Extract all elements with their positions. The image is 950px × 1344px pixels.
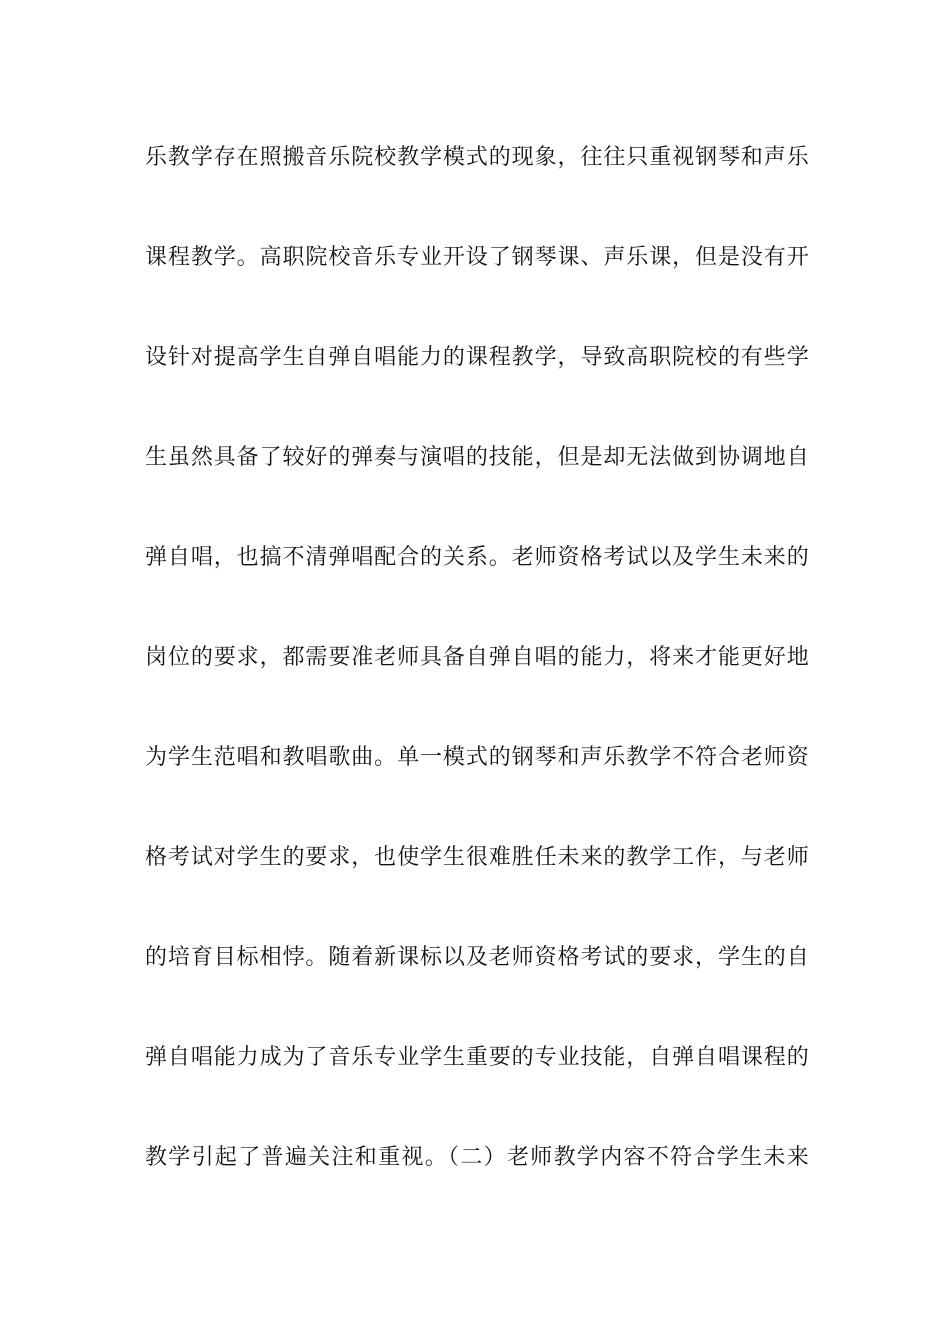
text-line: 岗位的要求，都需要准老师具备自弹自唱的能力，将来才能更好地 [145,645,809,670]
text-line: 格考试对学生的要求，也使学生很难胜任未来的教学工作，与老师 [145,845,809,870]
text-line: 生虽然具备了较好的弹奏与演唱的技能，但是却无法做到协调地自 [145,445,809,470]
text-line: 的培育目标相悖。随着新课标以及老师资格考试的要求，学生的自 [145,945,809,970]
text-line: 设针对提高学生自弹自唱能力的课程教学，导致高职院校的有些学 [145,345,809,370]
text-line: 教学引起了普遍关注和重视。（二）老师教学内容不符合学生未来 [145,1145,809,1170]
text-line: 课程教学。高职院校音乐专业开设了钢琴课、声乐课，但是没有开 [145,245,809,270]
text-line: 乐教学存在照搬音乐院校教学模式的现象，往往只重视钢琴和声乐 [145,145,809,170]
text-line: 为学生范唱和教唱歌曲。单一模式的钢琴和声乐教学不符合老师资 [145,745,809,770]
text-line: 弹自唱，也搞不清弹唱配合的关系。老师资格考试以及学生未来的 [145,545,809,570]
body-text [145,136,809,1236]
text-line: 弹自唱能力成为了音乐专业学生重要的专业技能，自弹自唱课程的 [145,1045,809,1070]
